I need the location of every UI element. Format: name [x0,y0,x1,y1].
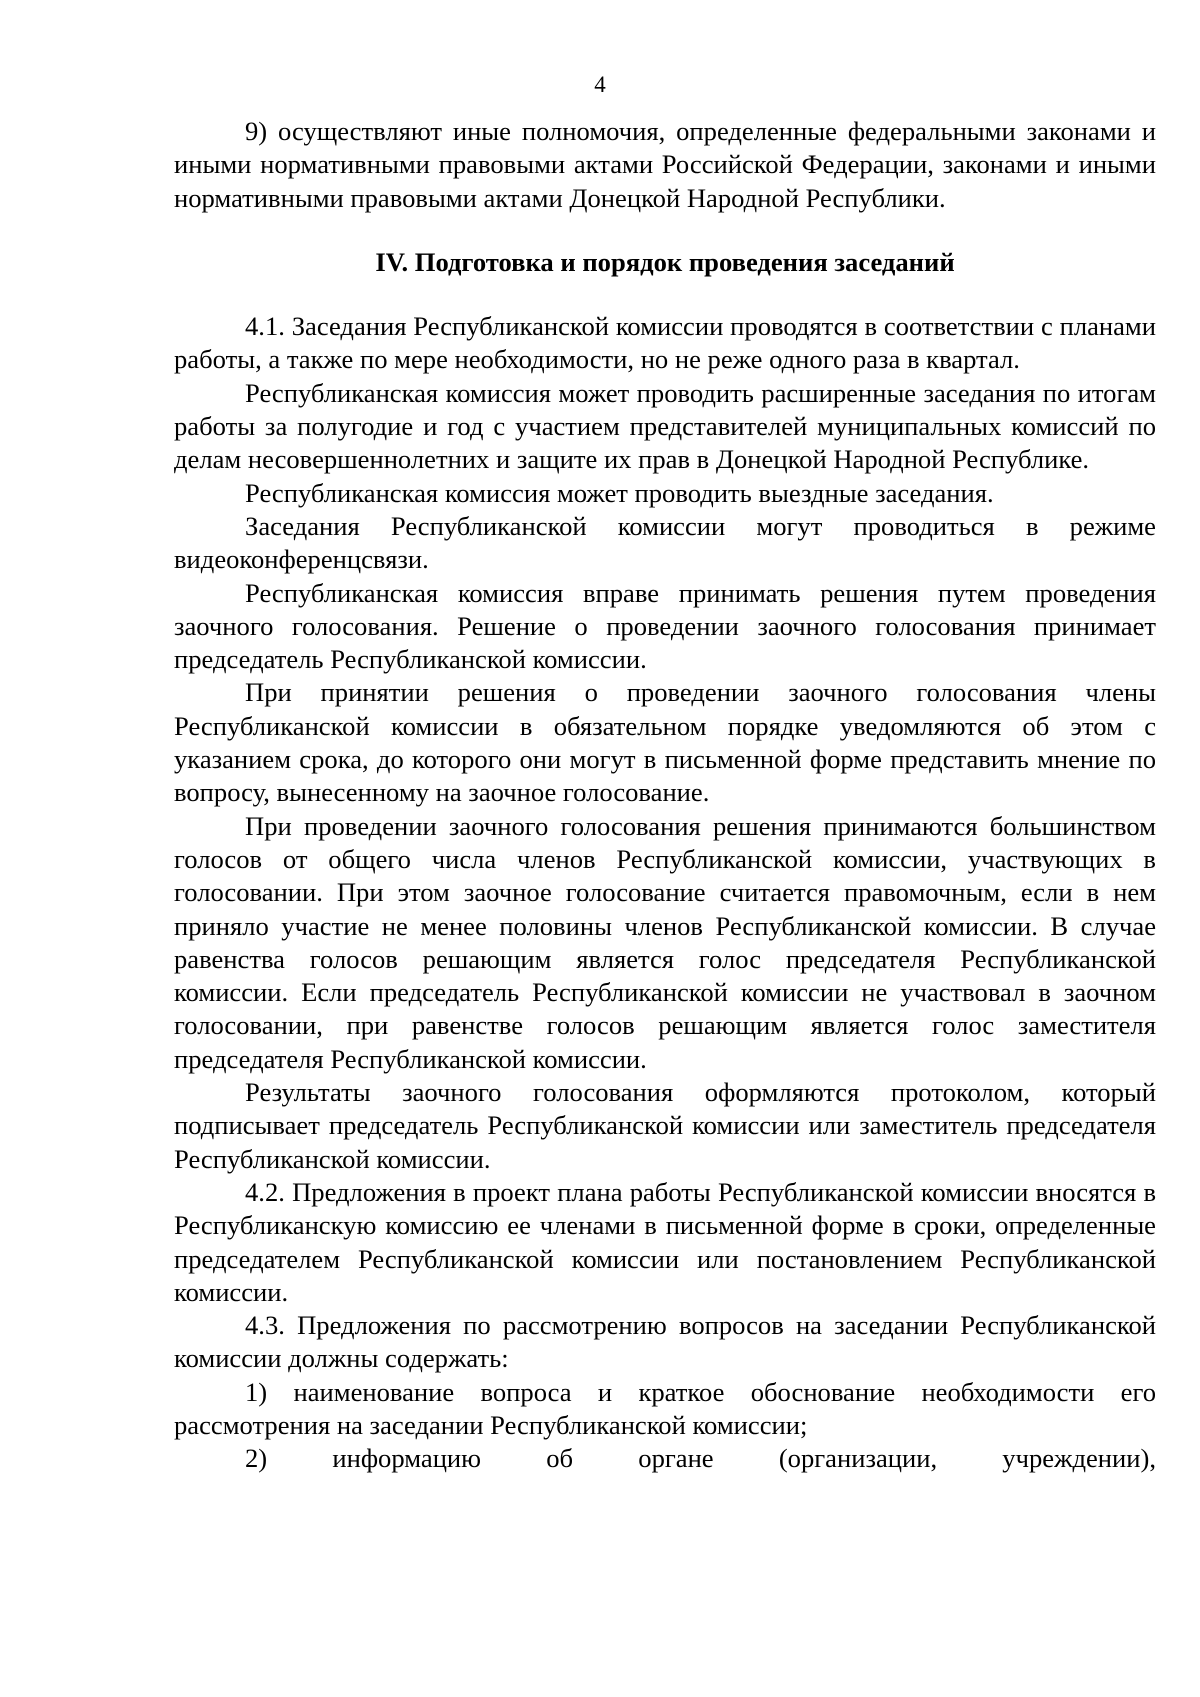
page-number: 4 [594,72,606,97]
paragraph-item-9: 9) осуществляют иные полномочия, определенные федеральными законами и иными нормативными правовыми актами Российской Федерации, законами и иными нормативными правовыми актами Донецкой Народной Республики. [174,116,1156,213]
paragraph-list-item-2: 2) информацию об органе (организации, учреждении), [245,1443,1156,1474]
paragraph-voting-majority: При проведении заочного голосования решения принимаются большинством голосов от общего числа членов Республиканской комиссии, участвующих в голосовании. При этом заочное голосование считается правомочным, если в нем приняло участие не менее половины членов Республиканской комиссии. В случае равенства голосов решающим является голос председателя Республиканской комиссии. Если председатель Республиканской комиссии не участвовал в заочном голосовании, при равенстве голосов решающим является голос заместителя председателя Республиканской комиссии. [174,810,1156,1074]
paragraph-4-3: 4.3. Предложения по рассмотрению вопросов на заседании Республиканской комиссии должны содержать: [174,1310,1156,1374]
paragraph-list-item-1: 1) наименование вопроса и краткое обоснование необходимости его рассмотрения на заседании Республиканской комиссии; [174,1376,1156,1440]
paragraph-absentee-voting: Республиканская комиссия вправе принимать решения путем проведения заочного голосования. Решение о проведении заочного голосования принимает председатель Республиканской комиссии. [174,577,1156,675]
paragraph-field-sessions: Республиканская комиссия может проводить выездные заседания. [245,477,994,508]
paragraph-videoconference: Заседания Республиканской комиссии могут проводиться в режиме видеоконференцсвязи. [174,510,1156,575]
paragraph-4-1: 4.1. Заседания Республиканской комиссии проводятся в соответствии с планами работы, а также по мере необходимости, но не реже одного раза в квартал. [174,311,1156,375]
section-heading: IV. Подготовка и порядок проведения заседаний [375,246,955,277]
paragraph-extended-sessions: Республиканская комиссия может проводить расширенные заседания по итогам работы за полугодие и год с участием представителей муниципальных комиссий по делам несовершеннолетних и защите их прав в Донецкой Народной Республике. [174,377,1156,475]
paragraph-voting-notice: При принятии решения о проведении заочного голосования члены Республиканской комиссии в обязательном порядке уведомляются об этом с указанием срока, до которого они могут в письменной форме представить мнение по вопросу, вынесенному на заочное голосование. [174,677,1156,808]
document-body [174,115,1156,1476]
paragraph-4-2: 4.2. Предложения в проект плана работы Республиканской комиссии вносятся в Республиканскую комиссию ее членами в письменной форме в сроки, определенные председателем Республиканской комиссии или постановлением Республиканской комиссии. [174,1176,1156,1307]
paragraph-voting-results: Результаты заочного голосования оформляются протоколом, который подписывает председатель Республиканской комиссии или заместитель председателя Республиканской комиссии. [174,1077,1156,1174]
